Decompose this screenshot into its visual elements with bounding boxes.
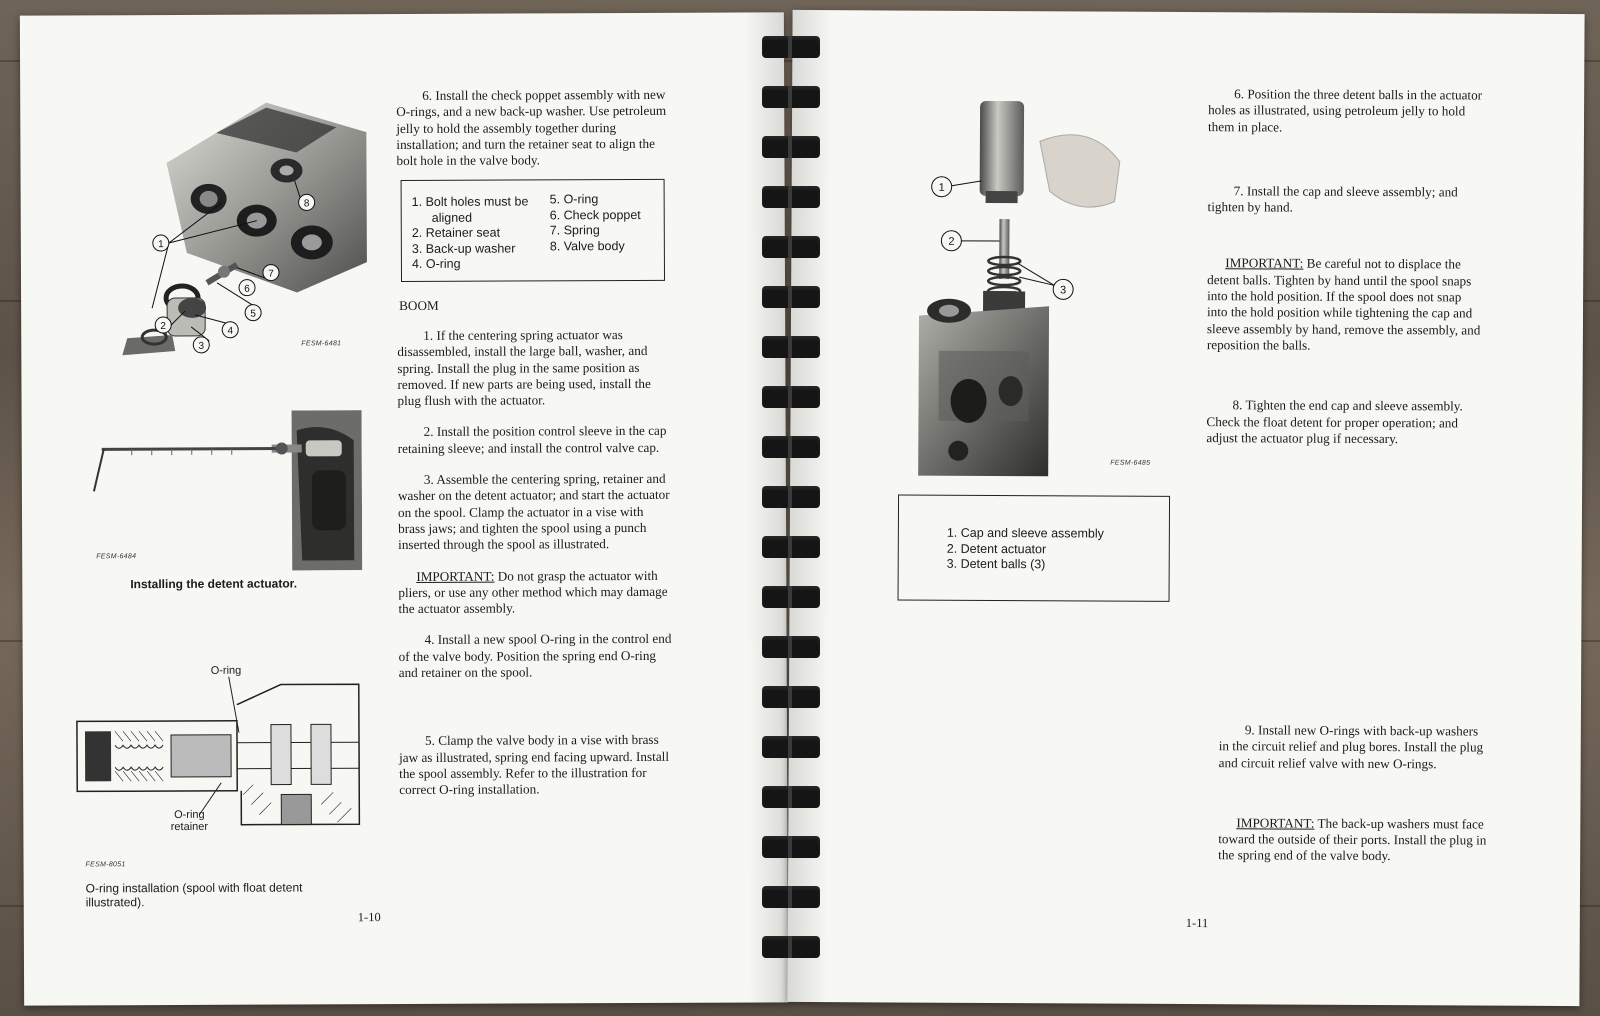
legend-item: 1. Cap and sleeve assembly xyxy=(946,525,1104,541)
page-number-left: 1-10 xyxy=(357,910,381,925)
binding-coil xyxy=(762,836,820,858)
fig3-caption: O-ring installation (spool with float detent illustrated). xyxy=(85,880,303,910)
page-number-right: 1-11 xyxy=(1185,916,1209,931)
callout-2: 2 xyxy=(160,321,167,333)
legend-item: 7. Spring xyxy=(549,223,600,238)
fig3-label-retainer: O-ring retainer xyxy=(170,808,209,834)
callout-3: 3 xyxy=(1060,284,1067,297)
callout-2: 2 xyxy=(948,235,955,248)
binding-coil xyxy=(762,636,820,658)
legend-item: 2. Retainer seat xyxy=(411,225,501,241)
important-label: IMPORTANT: xyxy=(1225,255,1304,272)
binding-coil xyxy=(762,486,820,508)
binding-coil xyxy=(762,286,820,308)
important-label: IMPORTANT: xyxy=(416,568,495,584)
binding-coil xyxy=(762,186,820,208)
fig-id: FESM-6485 xyxy=(1110,459,1151,467)
binding-coil xyxy=(762,36,820,58)
important-note-2 xyxy=(1218,815,1490,865)
legend-item: 5. O-ring xyxy=(549,192,599,207)
legend-item: 3. Detent balls (3) xyxy=(946,556,1046,572)
legend-item: 1. Bolt holes must be xyxy=(411,194,529,209)
fig1-id: FESM-6481 xyxy=(301,340,342,348)
binding-coil xyxy=(762,586,820,608)
step6-text: 6. Install the check poppet assembly with new O-rings, and a new back-up washer. Use petroleum jelly to hold the assembly together during installation; and turn the retainer seat to align the bolt hole in the valve body. xyxy=(396,86,667,169)
parts-legend-box xyxy=(401,179,665,282)
callout-1: 1 xyxy=(158,239,164,251)
important-note xyxy=(398,567,672,617)
detent-actuator-photo xyxy=(92,410,363,571)
binding-coil xyxy=(762,786,820,808)
fig3-label-oring: O-ring xyxy=(210,664,242,677)
binding-coil xyxy=(762,736,820,758)
legend-item: 3. Back-up washer xyxy=(411,241,516,256)
legend-list xyxy=(947,526,1157,574)
cap-sleeve-assembly-photo xyxy=(898,90,1150,481)
important-label: IMPORTANT: xyxy=(1236,815,1315,831)
legend-item: 8. Valve body xyxy=(549,238,625,254)
section-heading: BOOM xyxy=(399,297,439,314)
callout-1: 1 xyxy=(938,181,945,194)
right-steps-lower xyxy=(1218,722,1491,880)
important-text: Be careful not to displace the detent balls. Tighten by hand until the spool snaps into the hold position. If the spool does not snap into the hold position while tightening the cap and sleeve assembly by hand, remove the assembly, and reposition the balls. xyxy=(1206,256,1481,353)
binding-coil xyxy=(762,536,820,558)
binding-coil xyxy=(762,886,820,908)
binding-coil xyxy=(762,936,820,958)
fig3-id: FESM-8051 xyxy=(85,861,126,869)
important-text: Do not grasp the actuator with pliers, or use any other method which may damage the actuator assembly. xyxy=(398,567,668,617)
binding-coil xyxy=(762,436,820,458)
boom-step-2: 2. Install the position control sleeve in the cap retaining sleeve; and install the control valve cap. xyxy=(397,423,667,456)
step7-text: 7. Install the cap and sleeve assembly; and tighten by hand. xyxy=(1207,183,1458,215)
binding-coil xyxy=(762,336,820,358)
important-note-1 xyxy=(1207,256,1486,355)
legend-item: 2. Detent actuator xyxy=(946,541,1047,556)
fig2-caption: Installing the detent actuator. xyxy=(130,576,298,592)
binding-coil xyxy=(762,136,820,158)
callout-5: 5 xyxy=(250,308,256,320)
callout-6: 6 xyxy=(244,283,250,295)
callout-3: 3 xyxy=(198,340,205,352)
left-page xyxy=(20,12,788,1005)
step8-text: 8. Tighten the end cap and sleeve assembly. Check the float detent for proper operation; and adjust the actuator plug if necessary. xyxy=(1206,397,1463,446)
binding-coil xyxy=(762,86,820,108)
binding-coil xyxy=(762,386,820,408)
callout-4: 4 xyxy=(227,325,234,337)
callout-7: 7 xyxy=(268,268,274,280)
boom-step-4: 4. Install a new spool O-ring in the control end of the valve body. Position the spring end O-ring and retainer on the spool. xyxy=(398,631,672,681)
legend-item: 4. O-ring xyxy=(411,257,461,272)
binding-coil xyxy=(762,686,820,708)
binding-coil xyxy=(762,236,820,258)
step6-paragraph xyxy=(396,87,670,185)
legend-item: 6. Check poppet xyxy=(549,207,641,222)
boom-steps xyxy=(397,327,673,814)
boom-step-1: 1. If the centering spring actuator was disassembled, install the large ball, washer, and spring. Install the plug in the same position as removed. If new parts are being used, install the plug flush with the actuator. xyxy=(397,327,651,409)
legend-column-1 xyxy=(412,194,548,273)
valve-body-photo xyxy=(96,92,397,363)
boom-step-5: 5. Clamp the valve body in a vise with brass jaw as illustrated, spring end facing upward. Install the spool assembly. Refer to the illustration for correct O-ring installation. xyxy=(399,732,670,798)
legend-column-2 xyxy=(550,192,662,255)
right-page xyxy=(787,10,1584,1006)
important-text: The back-up washers must face toward the outside of their ports. Install the plug in the spring end of the valve body. xyxy=(1218,815,1487,864)
boom-step-3: 3. Assemble the centering spring, retainer and washer on the detent actuator; and start the actuator on the spool. Clamp the actuator in a vise with brass jaws; and tighten the spool using a punch inserted through the spool as illustrated. xyxy=(397,470,670,553)
callout-8: 8 xyxy=(303,198,310,210)
parts-legend-box xyxy=(898,494,1171,601)
legend-item: aligned xyxy=(431,210,473,225)
fig2-id: FESM-6484 xyxy=(96,553,137,561)
right-steps-upper xyxy=(1206,86,1486,463)
step6-text: 6. Position the three detent balls in the actuator holes as illustrated, using petroleum jelly to hold them in place. xyxy=(1207,86,1483,135)
step9-text: 9. Install new O-rings with back-up washers in the circuit relief and plug bores. Install the plug and circuit relief valve with new O-rings. xyxy=(1218,722,1484,771)
